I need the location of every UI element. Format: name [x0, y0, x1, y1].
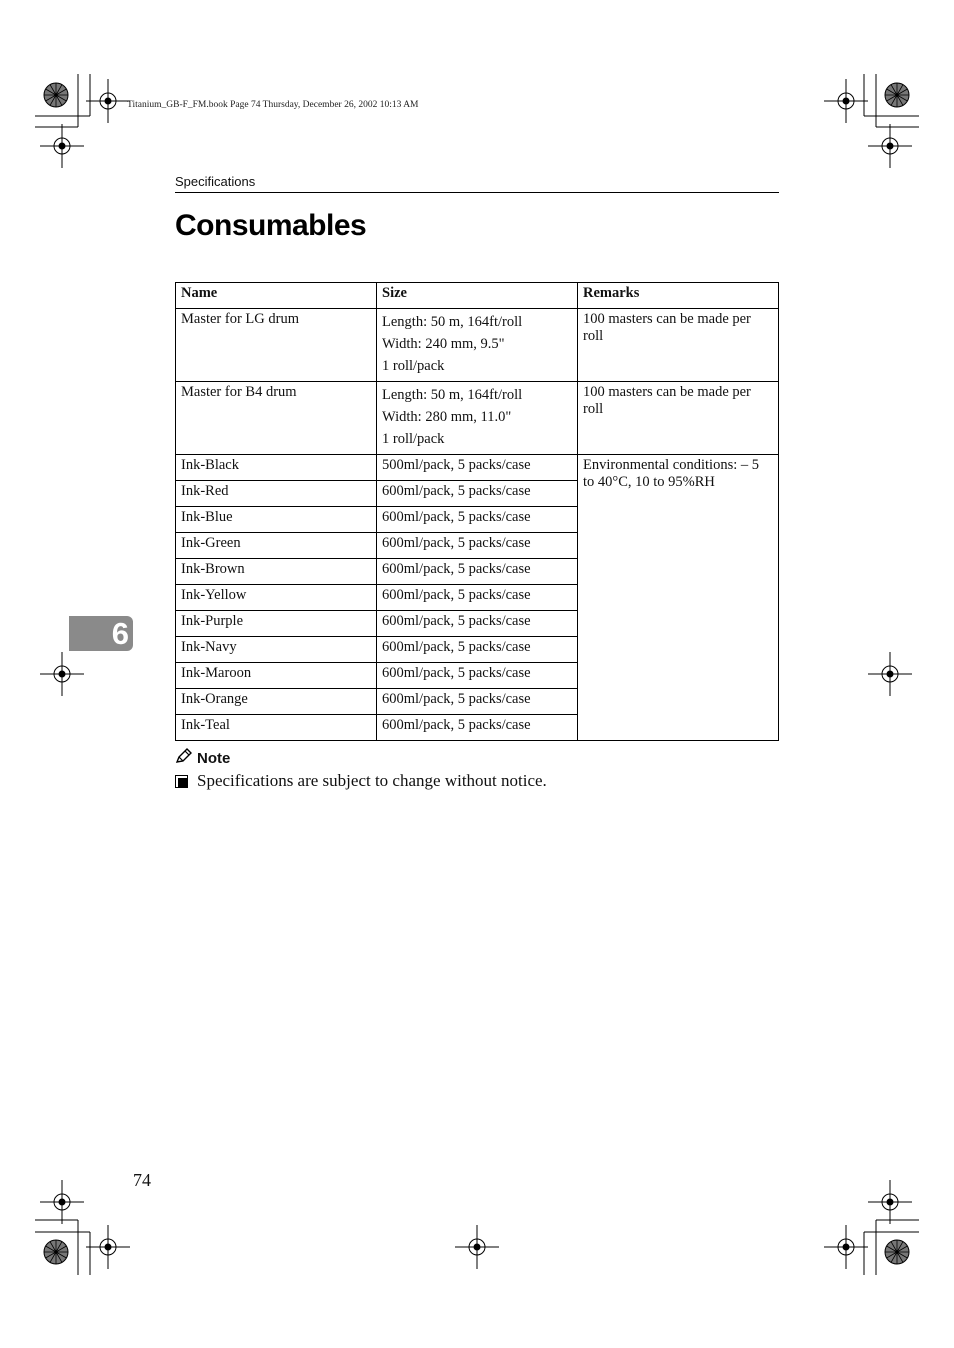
header-remarks: Remarks [578, 283, 779, 309]
header-size: Size [377, 283, 578, 309]
cell-name: Ink-Purple [176, 611, 377, 637]
size-line: 1 roll/pack [382, 431, 445, 447]
cell-name: Ink-Black [176, 455, 377, 481]
cell-name: Ink-Orange [176, 689, 377, 715]
cell-size: 600ml/pack, 5 packs/case [377, 481, 578, 507]
size-line: 1 roll/pack [382, 358, 445, 374]
print-header: Titanium_GB-F_FM.book Page 74 Thursday, December 26, 2002 10:13 AM [127, 100, 419, 110]
cell-name: Ink-Navy [176, 637, 377, 663]
cell-size: 600ml/pack, 5 packs/case [377, 533, 578, 559]
cell-name: Master for LG drum [176, 309, 377, 382]
chapter-number: 6 [111, 616, 129, 651]
cell-remarks: 100 masters can be made per roll [578, 382, 779, 455]
page-title: Consumables [175, 209, 367, 242]
cell-size: 600ml/pack, 5 packs/case [377, 559, 578, 585]
cell-size: 600ml/pack, 5 packs/case [377, 611, 578, 637]
cell-size: 600ml/pack, 5 packs/case [377, 663, 578, 689]
page-number: 74 [133, 1170, 151, 1190]
cell-size: 600ml/pack, 5 packs/case [377, 689, 578, 715]
size-line: Width: 280 mm, 11.0" [382, 409, 512, 425]
cell-name: Ink-Yellow [176, 585, 377, 611]
cell-remarks: 100 masters can be made per roll [578, 309, 779, 382]
size-line: Width: 240 mm, 9.5" [382, 336, 505, 352]
cell-size: 600ml/pack, 5 packs/case [377, 507, 578, 533]
note-item-text: Specifications are subject to change without notice. [197, 771, 547, 790]
cell-remarks: Environmental conditions: – 5 to 40°C, 10 to 95%RH [578, 455, 779, 741]
cell-size: 600ml/pack, 5 packs/case [377, 637, 578, 663]
cell-size: 600ml/pack, 5 packs/case [377, 585, 578, 611]
cell-name: Ink-Green [176, 533, 377, 559]
section-header: Specifications [175, 174, 256, 189]
cell-name: Ink-Teal [176, 715, 377, 741]
cell-name: Ink-Brown [176, 559, 377, 585]
header-name: Name [176, 283, 377, 309]
cell-size: 500ml/pack, 5 packs/case [377, 455, 578, 481]
cell-name: Ink-Maroon [176, 663, 377, 689]
cell-name: Ink-Blue [176, 507, 377, 533]
cell-name: Master for B4 drum [176, 382, 377, 455]
size-line: Length: 50 m, 164ft/roll [382, 387, 523, 403]
note-heading-label: Note [197, 749, 231, 767]
size-line: Length: 50 m, 164ft/roll [382, 314, 523, 330]
cell-size: 600ml/pack, 5 packs/case [377, 715, 578, 741]
cell-name: Ink-Red [176, 481, 377, 507]
